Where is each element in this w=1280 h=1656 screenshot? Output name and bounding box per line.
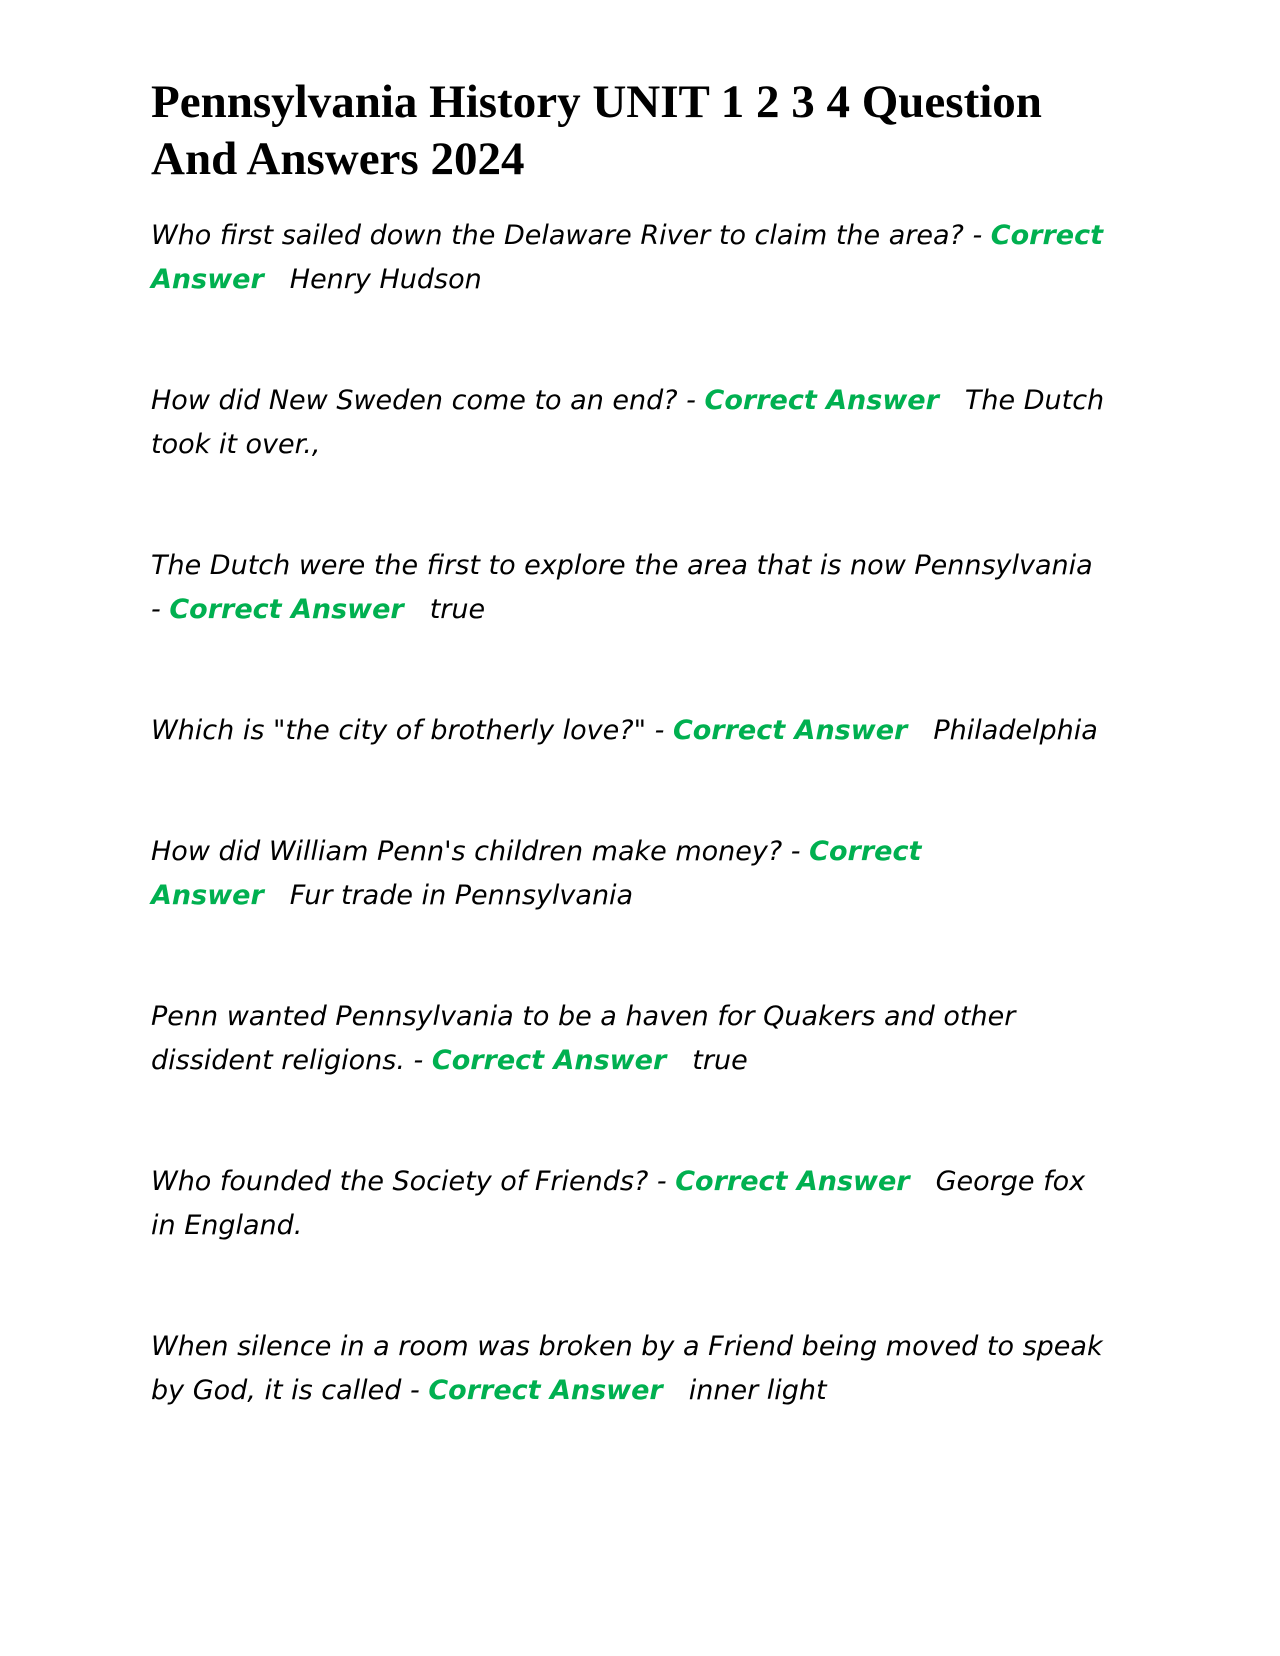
- separator: -: [677, 385, 705, 416]
- question-text: When silence in a room was broken by a Friend being moved to speak by God, it is called: [151, 1331, 1103, 1406]
- qa-item: [151, 709, 1111, 753]
- answer-text: George fox in England.: [151, 1166, 1086, 1241]
- separator: -: [648, 1166, 676, 1197]
- answer-text: true: [429, 594, 486, 625]
- separator: -: [151, 594, 170, 625]
- question-text: How did New Sweden come to an end?: [151, 385, 678, 416]
- qa-item: [151, 379, 1111, 467]
- qa-item: [151, 995, 1111, 1083]
- question-text: Which is "the city of brotherly love?": [151, 715, 647, 746]
- question-text: How did William Penn's children make money?: [151, 836, 783, 867]
- qa-item: [151, 544, 1111, 632]
- correct-answer-label: Correct Answer: [428, 1375, 663, 1406]
- correct-answer-label: Correct Answer: [151, 836, 922, 911]
- separator: -: [782, 836, 810, 867]
- correct-answer-label: Correct Answer: [151, 220, 1104, 295]
- question-text: Penn wanted Pennsylvania to be a haven for Quakers and other dissident religions.: [151, 1001, 1016, 1076]
- answer-text: Philadelphia: [933, 715, 1098, 746]
- question-text: Who founded the Society of Friends?: [151, 1166, 649, 1197]
- correct-answer-label: Correct Answer: [169, 594, 404, 625]
- separator: -: [646, 715, 673, 746]
- qa-item: [151, 1325, 1111, 1413]
- qa-item: [151, 1160, 1111, 1248]
- correct-answer-label: Correct Answer: [675, 1166, 910, 1197]
- correct-answer-label: Correct Answer: [704, 385, 939, 416]
- document-title: Pennsylvania History UNIT 1 2 3 4 Question And Answers 2024: [151, 76, 1042, 185]
- answer-text: Henry Hudson: [289, 264, 482, 295]
- separator: -: [963, 220, 991, 251]
- qa-item: [151, 214, 1111, 302]
- question-text: Who first sailed down the Delaware River to claim the area?: [151, 220, 964, 251]
- qa-item: [151, 830, 1111, 918]
- answer-text: Fur trade in Pennsylvania: [289, 880, 634, 911]
- document-page: [151, 74, 1111, 1413]
- correct-answer-label: Correct Answer: [672, 715, 908, 746]
- answer-text: true: [692, 1045, 748, 1076]
- answer-text: The Dutch took it over.,: [151, 385, 1105, 460]
- question-text: The Dutch were the first to explore the area that is now Pennsylvania: [151, 550, 1093, 581]
- correct-answer-label: Correct Answer: [431, 1045, 667, 1076]
- separator: -: [404, 1045, 432, 1076]
- separator: -: [401, 1375, 429, 1406]
- answer-text: inner light: [688, 1375, 827, 1406]
